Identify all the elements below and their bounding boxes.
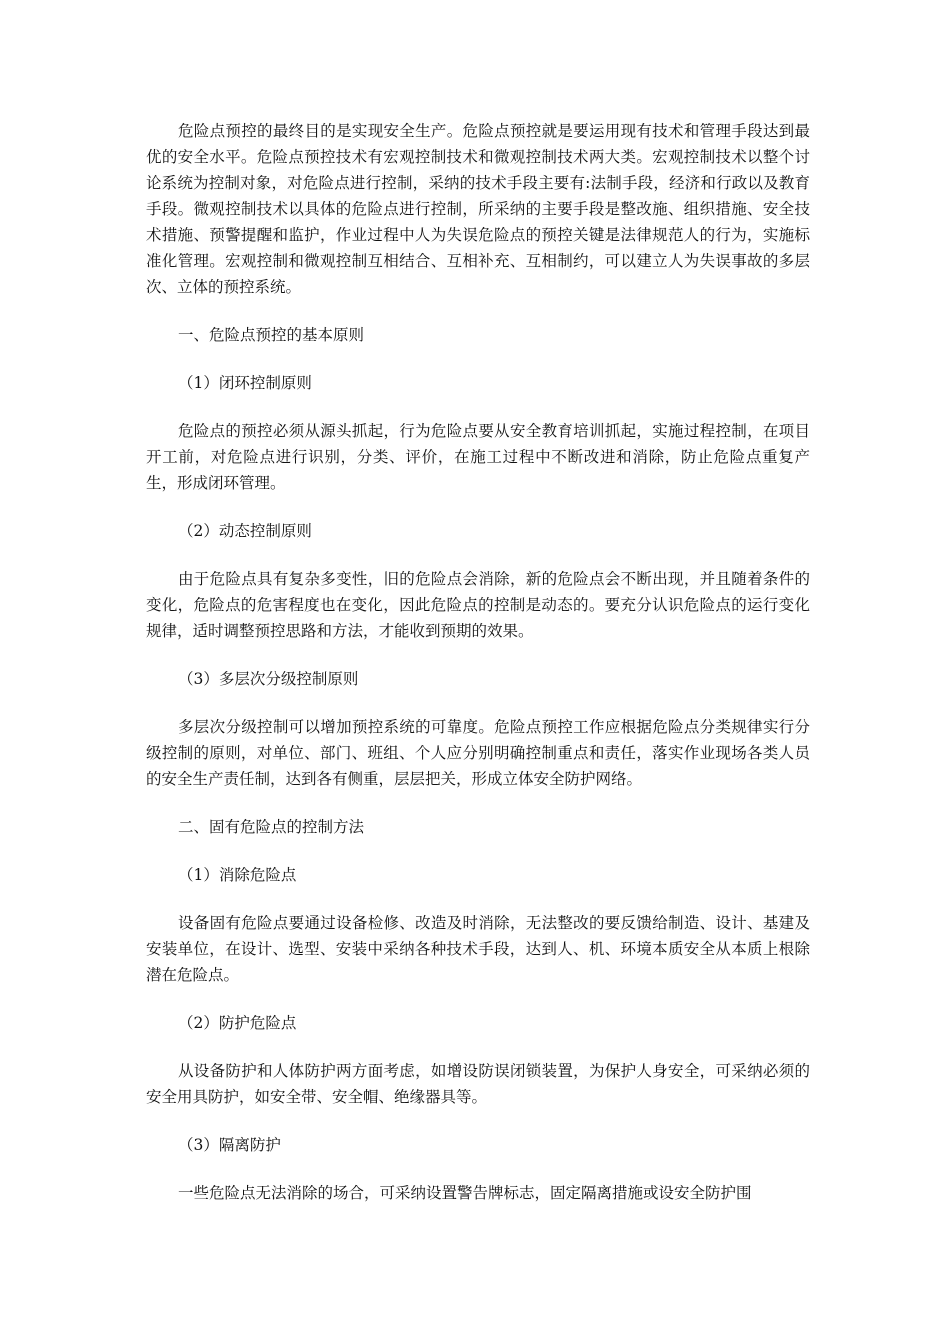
intro-paragraph: 危险点预控的最终目的是实现安全生产。危险点预控就是要运用现有技术和管理手段达到最优的安全水平。危险点预控技术有宏观控制技术和微观控制技术两大类。宏观控制技术以整个讨论系统为控制对象，对危险点进行控制，采纳的技术手段主要有:法制手段，经济和行政以及教育手段。微观控制技术以具体的危险点进行控制，所采纳的主要手段是整改施、组织措施、安全技术措施、预警提醒和监护，作业过程中人为失误危险点的预控关键是法律规范人的行为，实施标准化管理。宏观控制和微观控制互相结合、互相补充、互相制约，可以建立人为失误事故的多层次、立体的预控系统。 xyxy=(146,122,810,296)
document-page xyxy=(146,118,810,1206)
section-heading-methods: 二、固有危险点的控制方法 xyxy=(178,818,365,836)
paragraph-protect: 从设备防护和人体防护两方面考虑，如增设防误闭锁装置，为保护人身安全，可采纳必须的安全用具防护，如安全带、安全帽、绝缘器具等。 xyxy=(146,1062,810,1106)
paragraph-closed-loop: 危险点的预控必须从源头抓起，行为危险点要从安全教育培训抓起，实施过程控制，在项目开工前，对危险点进行识别，分类、评价，在施工过程中不断改进和消除，防止危险点重复产生，形成闭环管理。 xyxy=(146,422,810,492)
paragraph-isolation: 一些危险点无法消除的场合，可采纳设置警告牌标志，固定隔离措施或设安全防护围 xyxy=(178,1184,752,1202)
subheading-eliminate: （1）消除危险点 xyxy=(178,866,297,884)
subheading-closed-loop: （1）闭环控制原则 xyxy=(178,374,312,392)
paragraph-dynamic-control: 由于危险点具有复杂多变性，旧的危险点会消除，新的危险点会不断出现，并且随着条件的变化，危险点的危害程度也在变化，因此危险点的控制是动态的。要充分认识危险点的运行变化规律，适时调整预控思路和方法，才能收到预期的效果。 xyxy=(146,570,810,640)
subheading-dynamic-control: （2）动态控制原则 xyxy=(178,522,312,540)
subheading-protect: （2）防护危险点 xyxy=(178,1014,297,1032)
subheading-multilevel-control: （3）多层次分级控制原则 xyxy=(178,670,359,688)
section-heading-principles: 一、危险点预控的基本原则 xyxy=(178,326,365,344)
paragraph-multilevel-control: 多层次分级控制可以增加预控系统的可靠度。危险点预控工作应根据危险点分类规律实行分级控制的原则，对单位、部门、班组、个人应分别明确控制重点和责任，落实作业现场各类人员的安全生产责任制，达到各有侧重，层层把关，形成立体安全防护网络。 xyxy=(146,718,810,788)
subheading-isolation: （3）隔离防护 xyxy=(178,1136,281,1154)
paragraph-eliminate: 设备固有危险点要通过设备检修、改造及时消除，无法整改的要反馈给制造、设计、基建及安装单位，在设计、选型、安装中采纳各种技术手段，达到人、机、环境本质安全从本质上根除潜在危险点。 xyxy=(146,914,810,984)
